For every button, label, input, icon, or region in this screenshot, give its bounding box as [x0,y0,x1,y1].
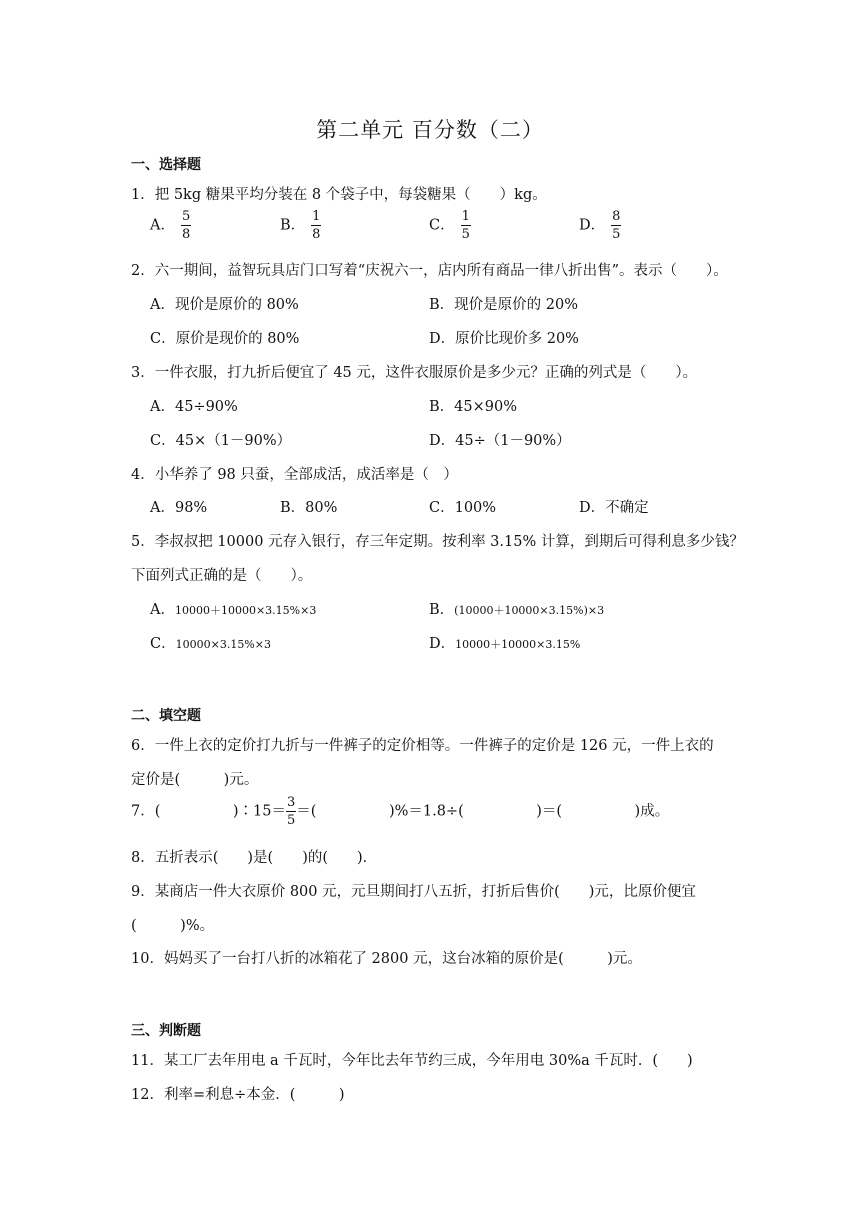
question-5-stem-line1: 5．李叔叔把 10000 元存入银行，存三年定期。按利率 3.15% 计算，到期后可得利息多少钱？ [131,534,744,550]
fraction-denominator: 5 [287,813,296,828]
fraction-numerator: 5 [181,209,191,224]
fraction-numerator: 1 [312,209,321,224]
fraction [286,796,296,827]
fraction-denominator: 8 [312,227,321,242]
question-2-option-a: A．现价是原价的 80% [150,297,299,313]
fraction-numerator: 8 [612,209,621,224]
option-letter: B． [429,602,455,618]
question-4-option-d: D．不确定 [579,500,649,516]
question-2-option-d: D．原价比现价多 20% [429,331,579,347]
option-letter: B． [280,217,306,234]
option-letter: C． [150,636,176,652]
question-7-after: ＝( )%＝1.8÷( )＝( )成。 [296,803,670,820]
question-2-stem: 2．六一期间，益智玩具店门口写着“庆祝六一，店内所有商品一律八折出售”。表示（ ）。 [131,263,728,279]
option-letter: C． [429,217,455,234]
question-12: 12．利率=利息÷本金．( ) [131,1087,345,1103]
question-9-line1: 9．某商店一件大衣原价 800 元，元旦期间打八五折，打折后售价( )元，比原价便宜 [131,884,696,900]
fraction-denominator: 5 [461,227,470,242]
question-1-option-b [280,210,321,241]
question-5-option-d [429,632,580,653]
option-expression: 10000＋10000×3.15% [455,638,581,651]
question-8: 8．五折表示( )是( )的( )． [131,850,378,866]
question-6-line2: 定价是( )元。 [131,772,259,788]
question-3-option-a: A．45÷90% [150,399,238,415]
fraction [461,210,471,241]
page-title: 第二单元 百分数（二） [316,118,544,142]
section-heading-choice: 一、选择题 [131,157,201,173]
fraction-numerator: 3 [287,795,296,810]
question-5-option-c [150,632,271,653]
option-expression: 10000＋10000×3.15%×3 [174,604,317,617]
question-1-option-d [579,210,621,241]
option-letter: A． [150,217,175,234]
option-letter: D． [579,217,606,234]
question-5-stem-line2: 下面列式正确的是（ ）。 [131,568,313,584]
section-heading-judge: 三、判断题 [131,1023,201,1039]
question-2-option-b: B．现价是原价的 20% [429,297,578,313]
question-4-stem: 4．小华养了 98 只蚕，全部成活，成活率是（ ） [131,467,458,483]
fraction-denominator: 8 [181,227,191,242]
question-4-option-a: A．98% [150,500,208,516]
fraction-denominator: 5 [612,227,621,242]
question-2-option-c: C．原价是现价的 80% [150,331,300,347]
question-3-option-c: C．45×（1－90%） [150,433,292,449]
fraction-numerator: 1 [461,209,470,224]
option-letter: D． [429,636,456,652]
question-10: 10．妈妈买了一台打八折的冰箱花了 2800 元，这台冰箱的原价是( )元。 [131,951,642,967]
question-7-before: 7．( )∶15＝ [131,803,286,820]
question-4-option-c: C．100% [429,500,497,516]
question-3-stem: 3．一件衣服，打九折后便宜了 45 元，这件衣服原价是多少元？正确的列式是（ ）。 [131,365,698,381]
question-1-stem: 1．把 5kg 糖果平均分装在 8 个袋子中，每袋糖果（ ）kg。 [131,187,547,203]
option-expression: 10000×3.15%×3 [175,638,271,651]
question-7 [131,796,669,827]
fraction [611,210,621,241]
question-1-option-c [429,210,471,241]
question-3-option-d: D．45÷（1－90%） [429,433,571,449]
option-expression: (10000＋10000×3.15%)×3 [454,604,605,617]
question-9-line2: ( )%。 [131,918,215,934]
question-4-option-b: B．80% [280,500,338,516]
fraction [311,210,321,241]
option-letter: A． [150,602,175,618]
question-1-option-a [150,210,191,241]
question-5-option-a [150,598,316,619]
question-5-option-b [429,598,604,619]
fraction [181,210,191,241]
question-11: 11．某工厂去年用电 a 千瓦时，今年比去年节约三成，今年用电 30%a 千瓦时．( ) [131,1053,693,1069]
section-heading-fill: 二、填空题 [131,708,201,724]
question-6-line1: 6．一件上衣的定价打九折与一件裤子的定价相等。一件裤子的定价是 126 元，一件上衣的 [131,738,714,754]
question-3-option-b: B．45×90% [429,399,517,415]
